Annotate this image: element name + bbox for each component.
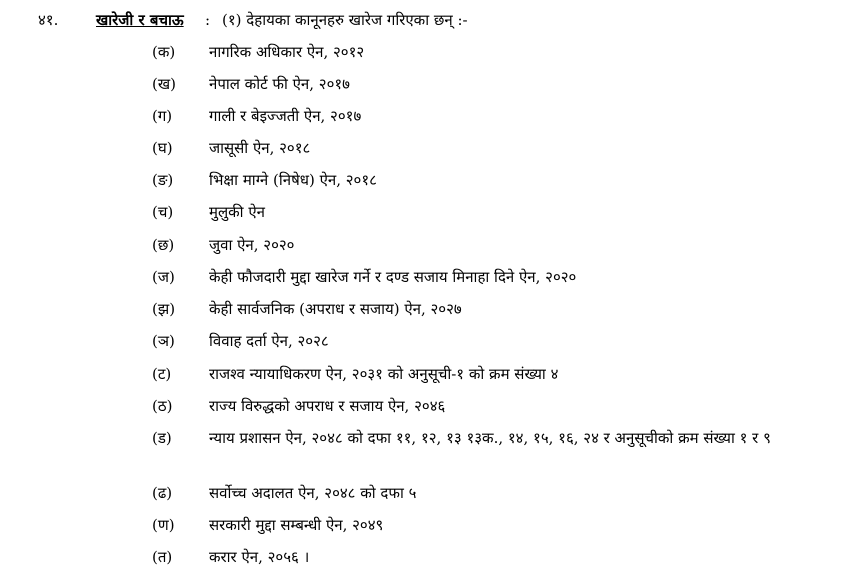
item-marker: (ण) bbox=[152, 516, 175, 534]
item-marker: (ज) bbox=[152, 268, 175, 286]
item-text: राजश्व न्यायाधिकरण ऐन, २०३१ को अनुसूची-१ को क्रम संख्या ४ bbox=[209, 365, 559, 383]
item-text: राज्य विरुद्धको अपराध र सजाय ऐन, २०४६ bbox=[209, 397, 446, 415]
section-title: खारेजी र बचाऊ bbox=[96, 11, 184, 29]
item-text: केही सार्वजनिक (अपराध र सजाय) ऐन, २०२७ bbox=[209, 300, 462, 318]
item-marker: (ख) bbox=[152, 75, 176, 93]
item-text: केही फौजदारी मुद्दा खारेज गर्ने र दण्ड सजाय मिनाहा दिने ऐन, २०२० bbox=[209, 268, 577, 286]
item-marker: (ञ) bbox=[152, 332, 175, 350]
item-text: करार ऐन, २०५६ । bbox=[209, 548, 310, 566]
item-text: नागरिक अधिकार ऐन, २०१२ bbox=[209, 43, 365, 61]
item-marker: (ग) bbox=[152, 107, 173, 125]
item-text: विवाह दर्ता ऐन, २०२८ bbox=[209, 332, 329, 350]
section-number: ४१. bbox=[38, 11, 59, 29]
item-text: सरकारी मुद्दा सम्बन्धी ऐन, २०४९ bbox=[209, 516, 384, 534]
item-text: मुलुकी ऐन bbox=[209, 203, 265, 221]
item-marker: (छ) bbox=[152, 236, 175, 254]
item-marker: (ढ) bbox=[152, 484, 173, 502]
item-text: जुवा ऐन, २०२० bbox=[209, 236, 295, 254]
item-text: न्याय प्रशासन ऐन, २०४८ को दफा ११, १२, १३ १३क., १४, १५, १६, २४ र अनुसूचीको क्रम संख्या १ र ९ bbox=[209, 429, 771, 447]
item-text: जासूसी ऐन, २०१८ bbox=[209, 139, 311, 157]
item-marker: (क) bbox=[152, 43, 176, 61]
item-text: सर्वोच्च अदालत ऐन, २०४८ को दफा ५ bbox=[209, 484, 417, 502]
item-marker: (च) bbox=[152, 203, 174, 221]
item-marker: (ङ) bbox=[152, 171, 174, 189]
item-text: भिक्षा माग्ने (निषेध) ऐन, २०१८ bbox=[209, 171, 377, 189]
section-intro: (१) देहायका कानूनहरु खारेज गरिएका छन् :- bbox=[222, 11, 468, 29]
section-heading bbox=[0, 8, 845, 32]
item-marker: (घ) bbox=[152, 139, 173, 157]
item-marker: (ठ) bbox=[152, 397, 173, 415]
item-marker: (त) bbox=[152, 548, 173, 566]
section-colon: : bbox=[205, 11, 211, 29]
item-text: नेपाल कोर्ट फी ऐन, २०१७ bbox=[209, 75, 350, 93]
item-marker: (झ) bbox=[152, 300, 176, 318]
item-text: गाली र बेइज्जती ऐन, २०१७ bbox=[209, 107, 362, 125]
item-marker: (ड) bbox=[152, 429, 172, 447]
item-marker: (ट) bbox=[152, 365, 172, 383]
